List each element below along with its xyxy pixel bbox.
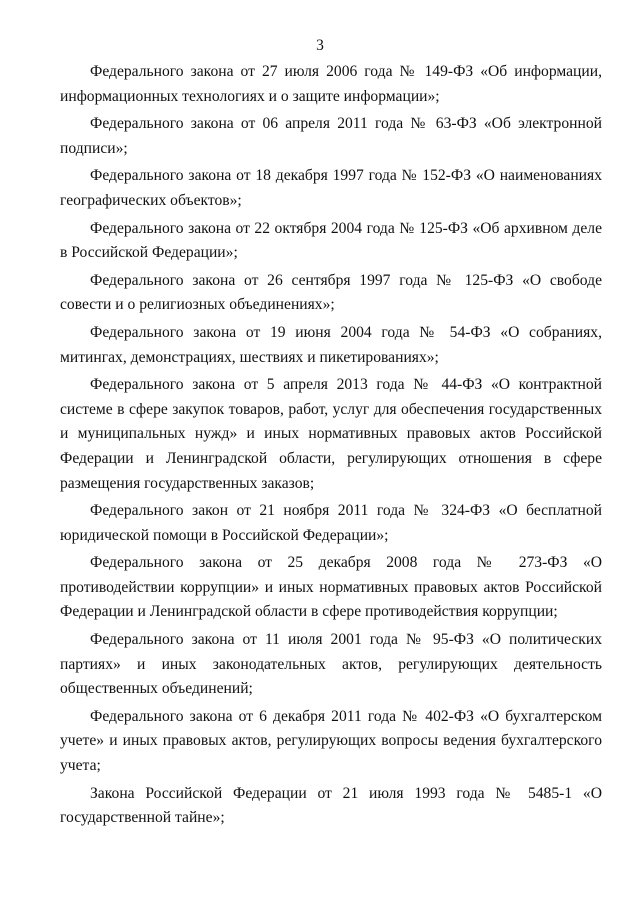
law-item-125-fz-archive: Федерального закона от 22 октября 2004 года № 125-ФЗ «Об архивном деле в Российской Федерации»;: [60, 219, 602, 262]
law-item-152-fz: Федерального закона от 18 декабря 1997 года № 152-ФЗ «О наименованиях географических объектов»;: [60, 167, 602, 209]
law-item-125-fz-religion: Федерального закона от 26 сентября 1997 года № 125-ФЗ «О свободе совести и о религиозных объединениях»;: [60, 271, 602, 314]
law-item-54-fz: Федерального закона от 19 июня 2004 года № 54-ФЗ «О собраниях, митингах, демонстрациях, шествиях и пикетированиях»;: [60, 323, 602, 366]
law-item-5485-1: Закона Российской Федерации от 21 июля 1993 года № 5485-1 «О государственной тайне»;: [60, 784, 602, 827]
law-item-95-fz: Федерального закона от 11 июля 2001 года № 95-ФЗ «О политических партиях» и иных законодательных актов, регулирующих деятельность общественных объединений;: [60, 631, 602, 698]
law-item-149-fz: Федерального закона от 27 июля 2006 года № 149-ФЗ «Об информации, информационных технологиях и о защите информации»;: [60, 63, 602, 105]
law-item-44-fz: Федерального закона от 5 апреля 2013 года № 44-ФЗ «О контрактной системе в сфере закупок товаров, работ, услуг для обеспечения государственных и муниципальных нужд» и иных нормативных правовых актов Российской Федерации и Ленинградской области, регулирующих отношения в сфере размещения государственных заказов;: [60, 376, 602, 492]
document-body: [60, 60, 602, 834]
law-item-324-fz: Федерального закон от 21 ноября 2011 года № 324-ФЗ «О бесплатной юридической помощи в Российской Федерации»;: [60, 502, 602, 544]
law-item-273-fz: Федерального закона от 25 декабря 2008 года № 273-ФЗ «О противодействии коррупции» и иных нормативных правовых актов Российской Федерации и Ленинградской области в сфере противодействия коррупции;: [60, 554, 602, 621]
page-number: 3: [316, 37, 324, 54]
law-item-63-fz: Федерального закона от 06 апреля 2011 года № 63-ФЗ «Об электронной подписи»;: [60, 115, 602, 157]
law-item-402-fz: Федерального закона от 6 декабря 2011 года № 402-ФЗ «О бухгалтерском учете» и иных правовых актов, регулирующих вопросы ведения бухгалтерского учета;: [60, 707, 602, 775]
